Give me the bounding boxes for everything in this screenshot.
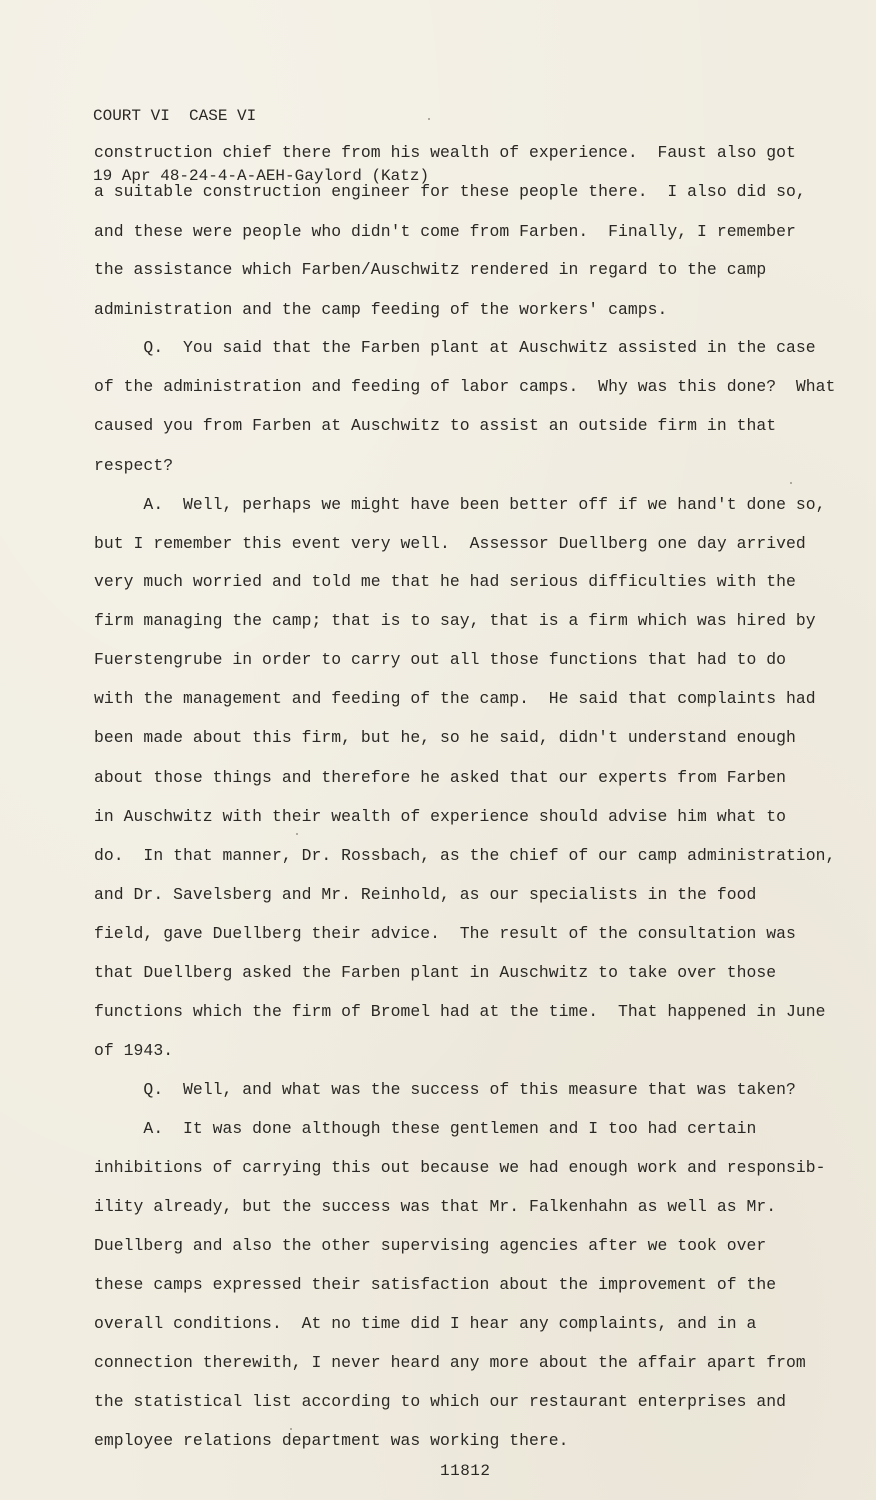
text-line: Q. Well, and what was the success of this measure that was taken?: [94, 1080, 796, 1099]
text-line: ility already, but the success was that Mr. Falkenhahn as well as Mr.: [94, 1197, 777, 1216]
text-line: respect?: [94, 456, 174, 475]
transcript-reference-line: 19 Apr 48-24-4-A-AEH-Gaylord (Katz): [93, 167, 430, 185]
text-line: firm managing the camp; that is to say, that is a firm which was hired by: [94, 611, 816, 630]
text-line: of 1943.: [94, 1041, 174, 1060]
text-line: the statistical list according to which our restaurant enterprises and: [94, 1392, 787, 1411]
page-number: 11812: [440, 1462, 491, 1480]
court-case-line: COURT VI CASE VI: [93, 107, 257, 125]
text-line: but I remember this event very well. Assessor Duellberg one day arrived: [94, 534, 806, 553]
text-line: these camps expressed their satisfaction about the improvement of the: [94, 1275, 777, 1294]
text-line: A. It was done although these gentlemen and I too had certain: [94, 1119, 757, 1138]
text-line: administration and the camp feeding of the workers' camps.: [94, 300, 668, 319]
text-line: and these were people who didn't come from Farben. Finally, I remember: [94, 222, 796, 241]
text-line: Fuerstengrube in order to carry out all those functions that had to do: [94, 650, 787, 669]
text-line: been made about this firm, but he, so he said, didn't understand enough: [94, 728, 796, 747]
text-line: employee relations department was working there.: [94, 1431, 569, 1450]
text-line: overall conditions. At no time did I hear any complaints, and in a: [94, 1314, 757, 1333]
text-line: do. In that manner, Dr. Rossbach, as the chief of our camp administration,: [94, 846, 836, 865]
text-line: a suitable construction engineer for these people there. I also did so,: [94, 182, 806, 201]
text-line: and Dr. Savelsberg and Mr. Reinhold, as our specialists in the food: [94, 885, 757, 904]
text-line: that Duellberg asked the Farben plant in Auschwitz to take over those: [94, 963, 777, 982]
paper-speck: [296, 833, 298, 835]
text-line: in Auschwitz with their wealth of experience should advise him what to: [94, 807, 787, 826]
paper-speck: [428, 118, 430, 120]
text-line: Duellberg and also the other supervising agencies after we took over: [94, 1236, 767, 1255]
text-line: caused you from Farben at Auschwitz to assist an outside firm in that: [94, 416, 777, 435]
text-line: of the administration and feeding of labor camps. Why was this done? What: [94, 377, 836, 396]
text-line: about those things and therefore he asked that our experts from Farben: [94, 768, 787, 787]
paper-speck: [790, 482, 792, 484]
text-line: the assistance which Farben/Auschwitz rendered in regard to the camp: [94, 260, 767, 279]
text-line: construction chief there from his wealth of experience. Faust also got: [94, 143, 796, 162]
text-line: field, gave Duellberg their advice. The result of the consultation was: [94, 924, 796, 943]
text-line: A. Well, perhaps we might have been better off if we hand't done so,: [94, 495, 826, 514]
text-line: very much worried and told me that he had serious difficulties with the: [94, 572, 796, 591]
text-line: Q. You said that the Farben plant at Auschwitz assisted in the case: [94, 338, 816, 357]
text-line: functions which the firm of Bromel had at the time. That happened in June: [94, 1002, 826, 1021]
text-line: connection therewith, I never heard any more about the affair apart from: [94, 1353, 806, 1372]
text-line: with the management and feeding of the camp. He said that complaints had: [94, 689, 816, 708]
paper-speck: [290, 1428, 292, 1430]
text-line: inhibitions of carrying this out because we had enough work and responsib-: [94, 1158, 826, 1177]
